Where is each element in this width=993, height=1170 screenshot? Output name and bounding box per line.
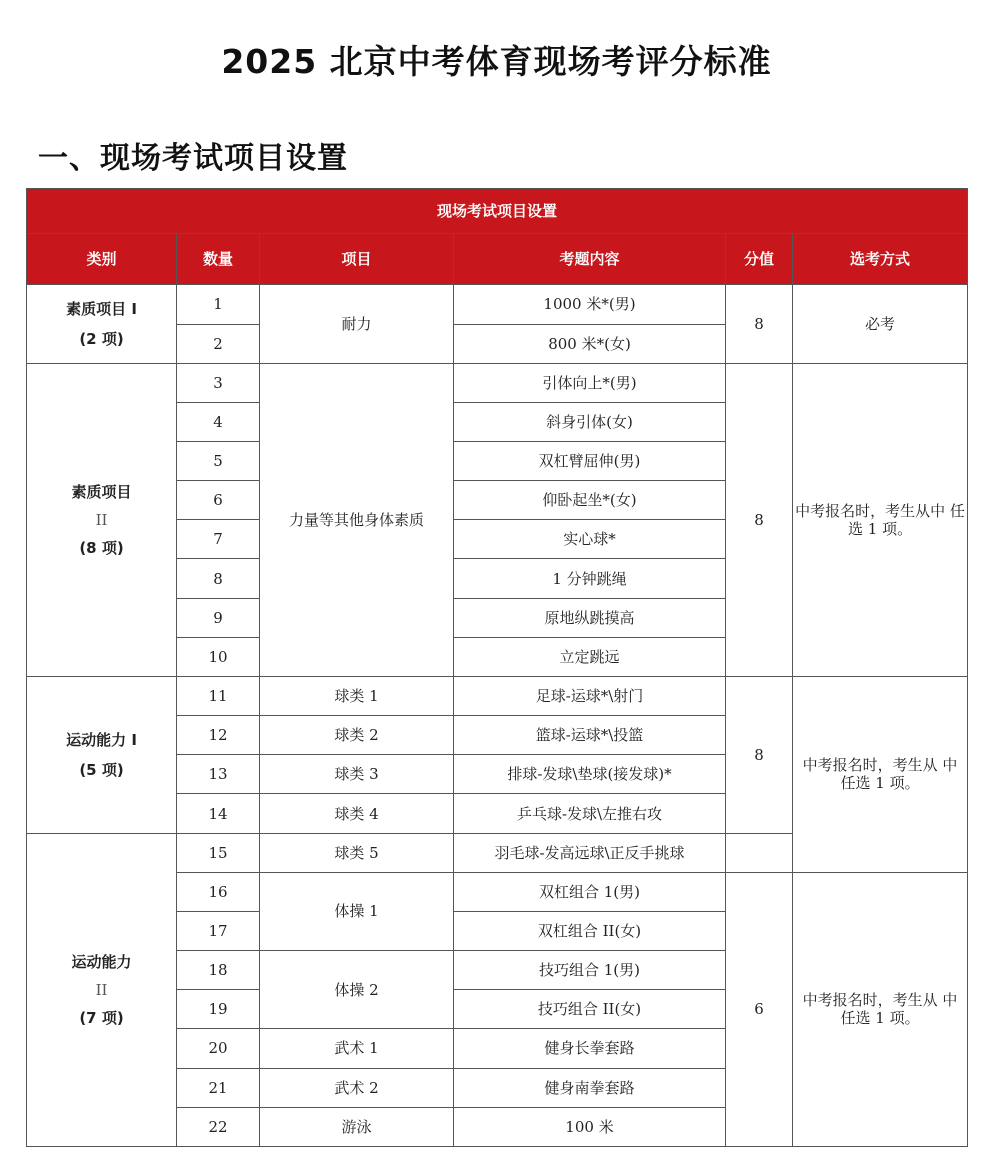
number-cell: 20 bbox=[177, 1029, 260, 1068]
score-cell: 8 bbox=[726, 363, 793, 676]
number-cell: 19 bbox=[177, 990, 260, 1029]
method-cell: 必考 bbox=[793, 285, 968, 363]
method-cell: 中考报名时，考生从 中 任选 1 项。 bbox=[793, 676, 968, 872]
number-cell: 21 bbox=[177, 1068, 260, 1107]
header-content: 考题内容 bbox=[454, 234, 726, 285]
number-cell: 5 bbox=[177, 442, 260, 481]
content-cell: 双杠组合 II(女) bbox=[454, 911, 726, 950]
score-cell: 8 bbox=[726, 676, 793, 833]
method-cell: 中考报名时，考生从中 任选 1 项。 bbox=[793, 363, 968, 676]
content-cell: 技巧组合 1(男) bbox=[454, 951, 726, 990]
number-cell: 22 bbox=[177, 1107, 260, 1146]
number-cell: 17 bbox=[177, 911, 260, 950]
category-name: 素质项目 I bbox=[66, 300, 137, 319]
number-cell: 16 bbox=[177, 872, 260, 911]
item-cell: 球类 1 bbox=[260, 676, 454, 715]
score-cell: 6 bbox=[726, 872, 793, 1146]
category-count: (2 项) bbox=[79, 330, 124, 349]
header-method: 选考方式 bbox=[793, 234, 968, 285]
number-cell: 15 bbox=[177, 833, 260, 872]
table-row bbox=[27, 363, 968, 402]
category-numeral: II bbox=[95, 510, 108, 529]
table-banner: 现场考试项目设置 bbox=[27, 189, 968, 234]
number-cell: 4 bbox=[177, 402, 260, 441]
content-cell: 1 分钟跳绳 bbox=[454, 559, 726, 598]
score-cell: 8 bbox=[726, 285, 793, 363]
content-cell: 双杠臂屈伸(男) bbox=[454, 442, 726, 481]
number-cell: 8 bbox=[177, 559, 260, 598]
item-cell: 体操 1 bbox=[260, 872, 454, 950]
content-cell: 1000 米*(男) bbox=[454, 285, 726, 324]
number-cell: 2 bbox=[177, 324, 260, 363]
content-cell: 健身南拳套路 bbox=[454, 1068, 726, 1107]
item-cell: 球类 4 bbox=[260, 794, 454, 833]
content-cell: 技巧组合 II(女) bbox=[454, 990, 726, 1029]
category-name: 运动能力 I bbox=[66, 730, 137, 749]
content-cell: 立定跳远 bbox=[454, 637, 726, 676]
item-cell: 耐力 bbox=[260, 285, 454, 363]
content-cell: 羽毛球-发高远球\正反手挑球 bbox=[454, 833, 726, 872]
content-cell: 原地纵跳摸高 bbox=[454, 598, 726, 637]
table-row bbox=[27, 676, 968, 715]
item-cell: 球类 2 bbox=[260, 716, 454, 755]
category-count: (7 项) bbox=[79, 1008, 124, 1027]
exam-items-table bbox=[26, 188, 968, 1147]
number-cell: 13 bbox=[177, 755, 260, 794]
header-score: 分值 bbox=[726, 234, 793, 285]
content-cell: 篮球-运球*\投篮 bbox=[454, 716, 726, 755]
category-cell bbox=[27, 833, 177, 1146]
header-count: 数量 bbox=[177, 234, 260, 285]
category-cell bbox=[27, 363, 177, 676]
content-cell: 实心球* bbox=[454, 520, 726, 559]
number-cell: 9 bbox=[177, 598, 260, 637]
item-cell: 球类 3 bbox=[260, 755, 454, 794]
content-cell: 100 米 bbox=[454, 1107, 726, 1146]
category-numeral: II bbox=[95, 980, 108, 999]
header-category: 类别 bbox=[27, 234, 177, 285]
number-cell: 11 bbox=[177, 676, 260, 715]
content-cell: 乒乓球-发球\左推右攻 bbox=[454, 794, 726, 833]
item-cell: 球类 5 bbox=[260, 833, 454, 872]
category-cell bbox=[27, 676, 177, 833]
item-cell: 武术 2 bbox=[260, 1068, 454, 1107]
content-cell: 双杠组合 1(男) bbox=[454, 872, 726, 911]
page-title: 2025 北京中考体育现场考评分标准 bbox=[221, 42, 772, 81]
table-row bbox=[27, 285, 968, 324]
item-cell: 力量等其他身体素质 bbox=[260, 363, 454, 676]
item-cell: 游泳 bbox=[260, 1107, 454, 1146]
number-cell: 10 bbox=[177, 637, 260, 676]
content-cell: 健身长拳套路 bbox=[454, 1029, 726, 1068]
content-cell: 排球-发球\垫球(接发球)* bbox=[454, 755, 726, 794]
content-cell: 800 米*(女) bbox=[454, 324, 726, 363]
section-heading: 一、现场考试项目设置 bbox=[38, 141, 348, 176]
number-cell: 7 bbox=[177, 520, 260, 559]
category-name: 素质项目 bbox=[71, 482, 132, 501]
number-cell: 6 bbox=[177, 481, 260, 520]
content-cell: 引体向上*(男) bbox=[454, 363, 726, 402]
category-count: (8 项) bbox=[79, 538, 124, 557]
item-cell: 体操 2 bbox=[260, 951, 454, 1029]
number-cell: 14 bbox=[177, 794, 260, 833]
table-header-row bbox=[27, 234, 968, 285]
number-cell: 12 bbox=[177, 716, 260, 755]
method-cell: 中考报名时，考生从 中 任选 1 项。 bbox=[793, 872, 968, 1146]
number-cell: 3 bbox=[177, 363, 260, 402]
content-cell: 足球-运球*\射门 bbox=[454, 676, 726, 715]
category-count: (5 项) bbox=[79, 760, 124, 779]
item-cell: 武术 1 bbox=[260, 1029, 454, 1068]
number-cell: 18 bbox=[177, 951, 260, 990]
content-cell: 斜身引体(女) bbox=[454, 402, 726, 441]
category-name: 运动能力 bbox=[71, 952, 132, 971]
number-cell: 1 bbox=[177, 285, 260, 324]
table-banner-row bbox=[27, 189, 968, 234]
category-cell bbox=[27, 285, 177, 363]
content-cell: 仰卧起坐*(女) bbox=[454, 481, 726, 520]
header-item: 项目 bbox=[260, 234, 454, 285]
score-cell-blank bbox=[726, 833, 793, 872]
